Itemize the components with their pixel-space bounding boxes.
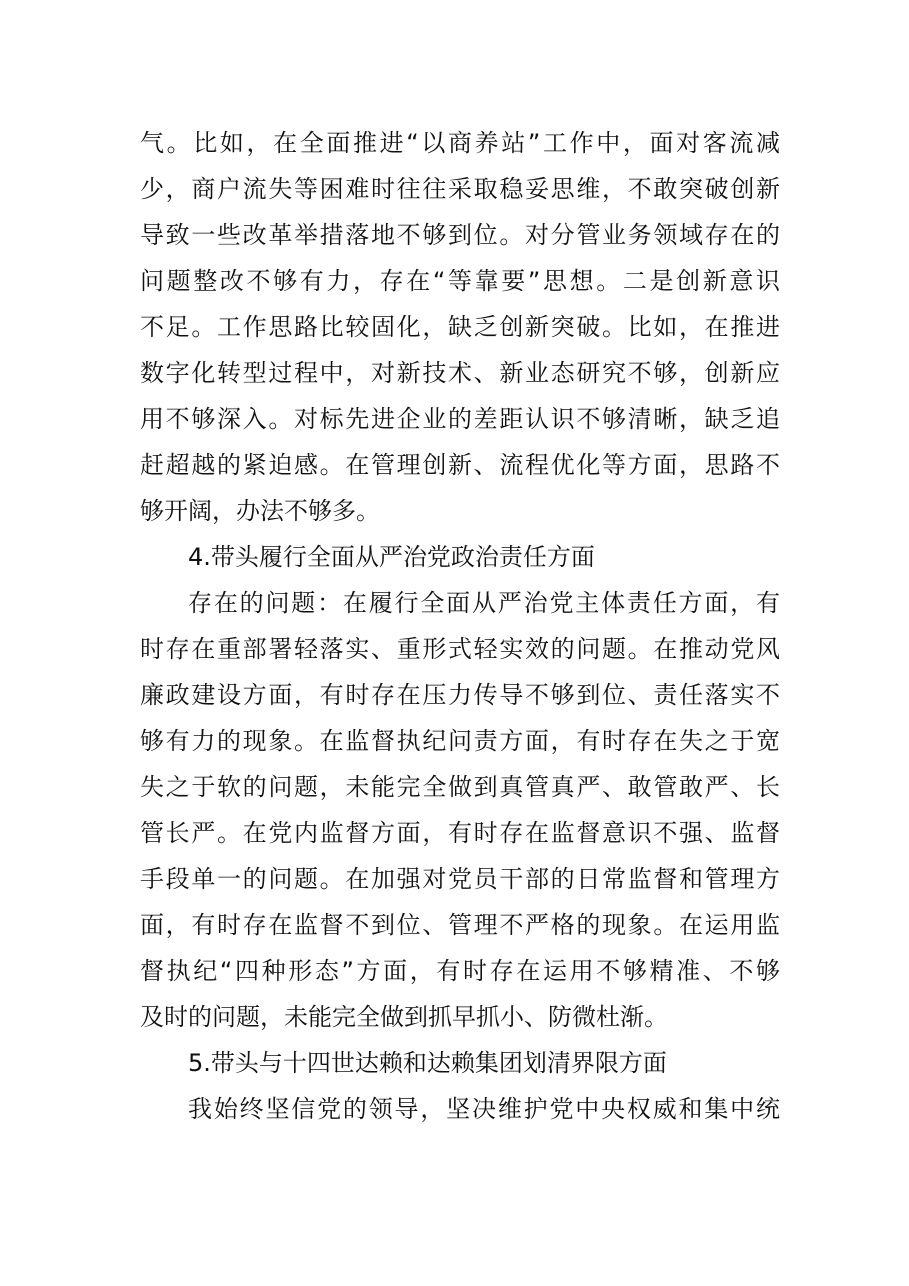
body-text-line: 少，商户流失等困难时往往采取稳妥思维，不敢突破创新 [140, 175, 780, 203]
body-text-line: 管长严。在党内监督方面，有时存在监督意识不强、监督 [140, 819, 780, 847]
section-heading: 5.带头与十四世达赖和达赖集团划清界限方面 [188, 1049, 667, 1077]
body-text-line: 够有力的现象。在监督执纪问责方面，有时存在失之于宽 [140, 727, 780, 755]
body-text-line: 督执纪“四种形态”方面，有时存在运用不够精准、不够 [140, 957, 780, 985]
body-text-line: 廉政建设方面，有时存在压力传导不够到位、责任落实不 [140, 681, 780, 709]
body-text-line: 用不够深入。对标先进企业的差距认识不够清晰，缺乏追 [140, 405, 780, 433]
body-text-line: 气。比如，在全面推进“以商养站”工作中，面对客流减 [140, 129, 780, 157]
body-text-line: 赶超越的紧迫感。在管理创新、流程优化等方面，思路不 [140, 451, 780, 479]
body-text-line: 面，有时存在监督不到位、管理不严格的现象。在运用监 [140, 911, 780, 939]
body-text-line: 导致一些改革举措落地不够到位。对分管业务领域存在的 [140, 221, 780, 249]
body-text-line: 及时的问题，未能完全做到抓早抓小、防微杜渐。 [140, 1003, 668, 1031]
section-heading: 4.带头履行全面从严治党政治责任方面 [188, 543, 595, 571]
body-text-line: 存在的问题：在履行全面从严治党主体责任方面，有 [188, 589, 780, 617]
body-text-line: 失之于软的问题，未能完全做到真管真严、敢管敢严、长 [140, 773, 780, 801]
body-text-line: 问题整改不够有力，存在“等靠要”思想。二是创新意识 [140, 267, 780, 295]
body-text-line: 够开阔，办法不够多。 [140, 497, 380, 525]
body-text-line: 手段单一的问题。在加强对党员干部的日常监督和管理方 [140, 865, 780, 893]
body-text-line: 不足。工作思路比较固化，缺乏创新突破。比如，在推进 [140, 313, 780, 341]
body-text-line: 数字化转型过程中，对新技术、新业态研究不够，创新应 [140, 359, 780, 387]
body-text-line: 时存在重部署轻落实、重形式轻实效的问题。在推动党风 [140, 635, 780, 663]
body-text-line: 我始终坚信党的领导，坚决维护党中央权威和集中统 [188, 1095, 780, 1123]
